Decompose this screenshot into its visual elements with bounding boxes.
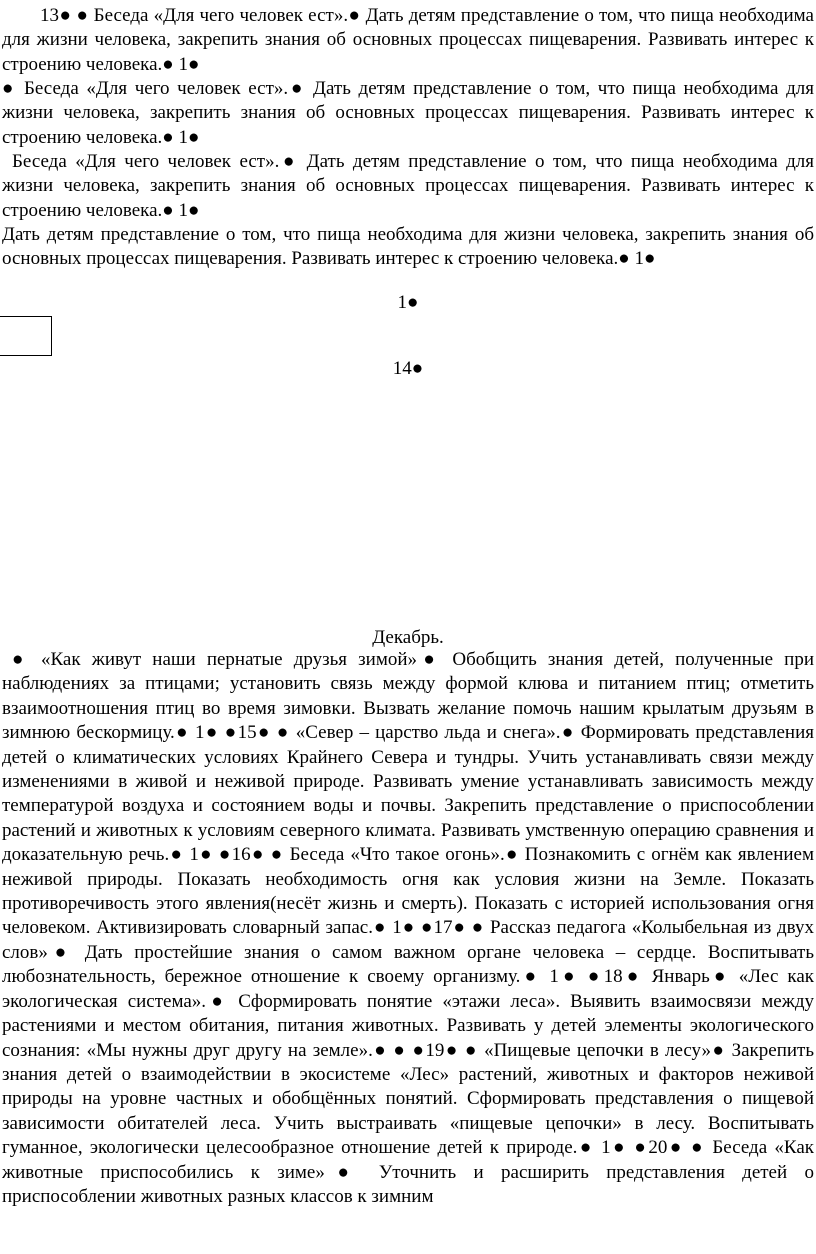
page-number: 14● bbox=[392, 358, 424, 379]
paragraph-4: Дать детям представление о том, что пища необходима для жизни человека, закрепить знания об основных процессах пищеварения. Развивать интерес к строению человека.● 1● bbox=[2, 224, 814, 270]
month-heading: Декабрь. bbox=[372, 627, 444, 648]
empty-frame bbox=[0, 316, 52, 356]
paragraph-1: 13● ● Беседа «Для чего человек ест».● Дать детям представление о том, что пища необходима для жизни человека, закрепить знания об основных процессах пищеварения. Развивать интерес к строению человека.● 1● bbox=[2, 5, 814, 75]
paragraph-3: Беседа «Для чего человек ест».● Дать детям представление о том, что пища необходима для жизни человека, закрепить знания об основных процессах пищеварения. Развивать интерес к строению человека.● 1● bbox=[2, 151, 814, 221]
paragraph-2: ● Беседа «Для чего человек ест».● Дать детям представление о том, что пища необходима для жизни человека, закрепить знания об основных процессах пищеварения. Развивать интерес к строению человека.● 1● bbox=[2, 78, 814, 148]
page-marker: 1● bbox=[397, 292, 419, 313]
december-plan-text: ● «Как живут наши пернатые друзья зимой»● Обобщить знания детей, полученные при наблюдениях за птицами; установить связь между формой клюва и питанием птиц; отметить взаимоотношения птиц во время зимовки. Вызвать желание помочь нашим крылатым друзьям в зимнюю бескормицу.● 1● ●15● ● «Север – царство льда и снега».● Формировать представления детей о климатических условиях Крайнего Севера и тундры. Учить устанавливать связи между изменениями в живой и неживой природе. Развивать умение устанавливать зависимость между температурой воздуха и состоянием воды и почвы. Закрепить представление о приспособлении растений и животных к условиям северного климата. Развивать умственную операцию сравнения и доказательную речь.● 1● ●16● ● Беседа «Что такое огонь».● Познакомить с огнём как явлением неживой природы. Показать необходимость огня как условия жизни на Земле. Показать противоречивость этого явления(несёт жизнь и смерть). Показать с историей использования огня человеком. Активизировать словарный запас.● 1● ●17● ● Рассказ педагога «Колыбельная из двух слов»● Дать простейшие знания о самом важном органе человека – сердце. Воспитывать любознательность, бережное отношение к своему организму.● 1● ●18● Январь● «Лес как экологическая система».● Сформировать понятие «этажи леса». Выявить взаимосвязи между растениями и местом обитания, питания животных. Развивать у детей элементы экологического сознания: «Мы нужны друг другу на земле».● ● ●19● ● «Пищевые цепочки в лесу»● Закрепить знания детей о взаимодействии в экосистеме «Лес» растений, животных и факторов неживой природы на уровне частных и обобщённых понятий. Сформировать представления о пищевой зависимости обитателей леса. Учить выстраивать «пищевые цепочки» в лесу. Воспитывать гуманное, экологически целесообразное отношение детей к природе.● 1● ●20● ● Беседа «Как животные приспособились к зиме»● Уточнить и расширить представления детей о приспособлении животных разных классов к зимним bbox=[2, 649, 814, 1207]
